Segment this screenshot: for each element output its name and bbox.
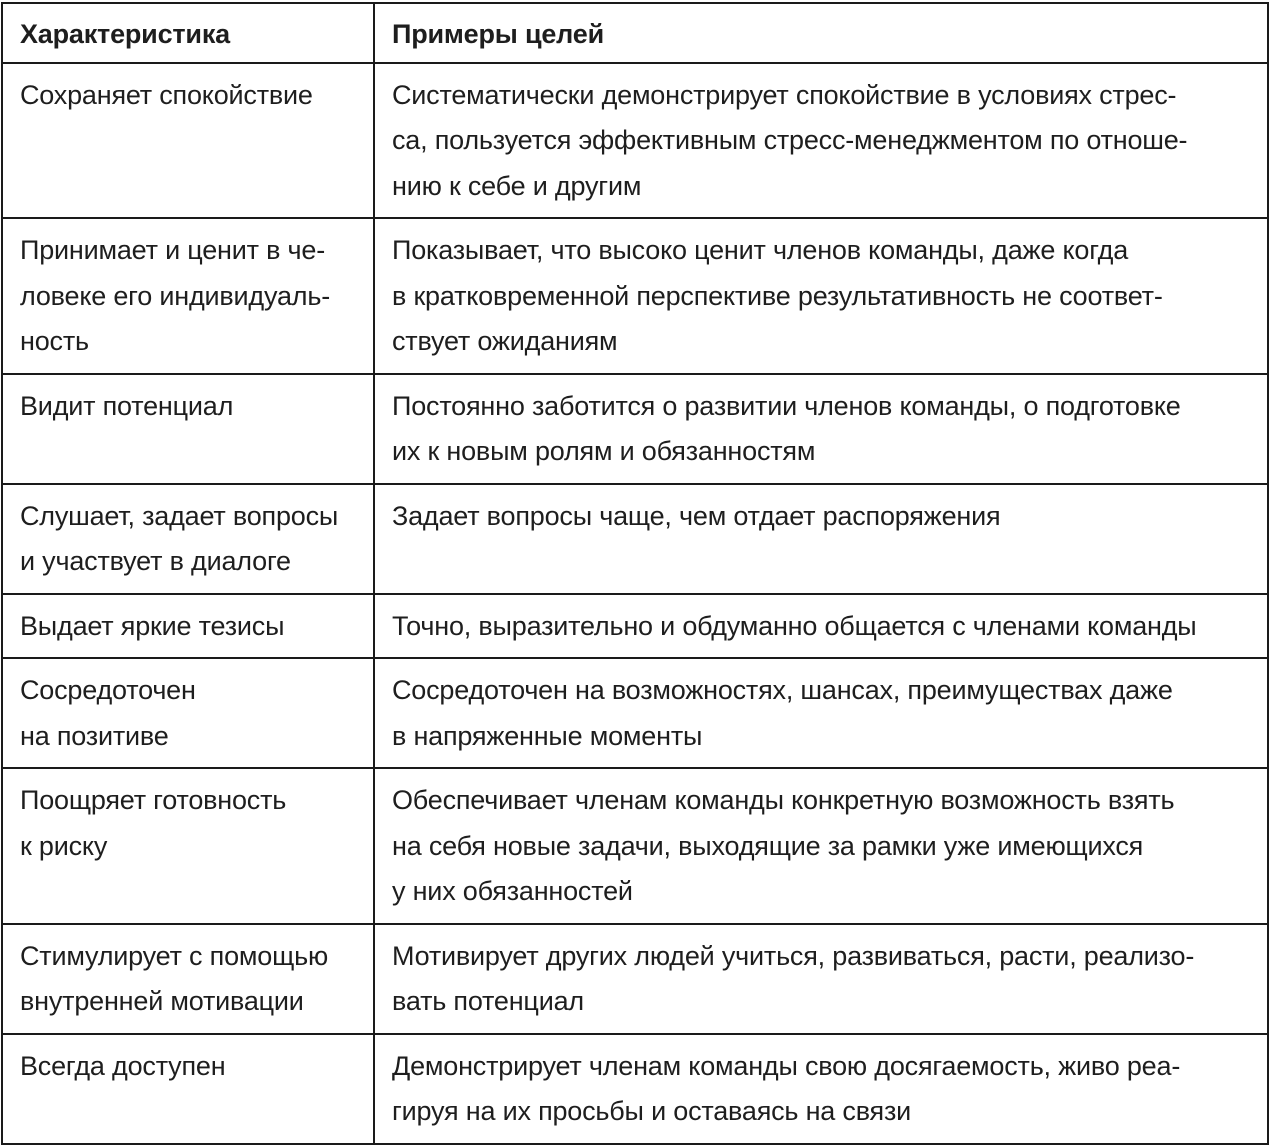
example-cell xyxy=(375,595,1269,658)
header-examples: Примеры целей xyxy=(375,4,1269,62)
cell-line: ность xyxy=(20,326,89,356)
cell-line: на позитиве xyxy=(20,720,169,751)
characteristic-cell xyxy=(3,375,375,483)
cell-line: Поощряет готовность xyxy=(20,785,287,815)
example-cell xyxy=(375,219,1269,373)
goals-table xyxy=(1,2,1269,1145)
characteristic-cell xyxy=(3,485,375,593)
characteristic-cell xyxy=(3,925,375,1033)
cell-line: Демонстрирует членам команды свою досягаемость, живо реа- xyxy=(392,1050,1181,1081)
table-row xyxy=(3,485,1269,595)
table-row xyxy=(3,595,1269,660)
characteristic-cell xyxy=(3,769,375,923)
characteristic-cell xyxy=(3,64,375,218)
cell-line: Показывает, что высоко ценит членов команды, даже когда xyxy=(392,235,1129,265)
header-characteristic: Характеристика xyxy=(3,4,375,62)
table-row xyxy=(3,219,1269,375)
table-row xyxy=(3,925,1269,1035)
cell-line: са, пользуется эффективным стресс-менеджментом по отноше- xyxy=(392,125,1188,155)
cell-line: ловеке его индивидуаль- xyxy=(20,280,330,311)
cell-line: Сосредоточен на возможностях, шансах, преимуществах даже xyxy=(392,675,1173,705)
table-row xyxy=(3,64,1269,220)
cell-line: внутренней мотивации xyxy=(20,986,304,1016)
table-row xyxy=(3,659,1269,769)
cell-line: и участвует в диалоге xyxy=(20,546,291,576)
cell-line: Мотивирует других людей учиться, развиваться, расти, реализо- xyxy=(392,940,1195,971)
example-cell xyxy=(375,925,1269,1033)
characteristic-cell xyxy=(3,595,375,658)
cell-line: к риску xyxy=(20,830,108,861)
example-cell xyxy=(375,1035,1269,1143)
table-header-row xyxy=(3,4,1269,64)
cell-line: Постоянно заботится о развитии членов команды, о подготовке xyxy=(392,390,1181,421)
cell-line: ствует ожиданиям xyxy=(392,326,618,356)
characteristic-cell xyxy=(3,219,375,373)
example-cell xyxy=(375,769,1269,923)
cell-line: Выдает яркие тезисы xyxy=(20,610,285,641)
cell-line: Точно, выразительно и обдуманно общается с членами команды xyxy=(392,610,1197,641)
cell-line: на себя новые задачи, выходящие за рамки уже имеющихся xyxy=(392,830,1144,861)
cell-line: Видит потенциал xyxy=(20,390,234,421)
cell-line: Стимулирует с помощью xyxy=(20,940,329,971)
cell-line: у них обязанностей xyxy=(392,876,633,906)
cell-line: гируя на их просьбы и оставаясь на связи xyxy=(392,1096,912,1126)
characteristic-cell xyxy=(3,659,375,767)
characteristic-cell xyxy=(3,1035,375,1143)
example-cell xyxy=(375,375,1269,483)
cell-line: Всегда доступен xyxy=(20,1050,226,1081)
cell-line: Систематически демонстрирует спокойствие в условиях стрес- xyxy=(392,79,1177,110)
cell-line: вать потенциал xyxy=(392,986,584,1016)
table-row xyxy=(3,375,1269,485)
cell-line: Сосредоточен xyxy=(20,675,196,705)
cell-line: Обеспечивает членам команды конкретную возможность взять xyxy=(392,785,1175,815)
table-row xyxy=(3,769,1269,925)
cell-line: Задает вопросы чаще, чем отдает распоряжения xyxy=(392,500,1001,531)
cell-line: их к новым ролям и обязанностям xyxy=(392,436,816,466)
cell-line: в напряженные моменты xyxy=(392,720,703,751)
example-cell xyxy=(375,485,1269,593)
example-cell xyxy=(375,64,1269,218)
cell-line: в кратковременной перспективе результативность не соответ- xyxy=(392,280,1163,311)
example-cell xyxy=(375,659,1269,767)
cell-line: Сохраняет спокойствие xyxy=(20,79,313,110)
cell-line: нию к себе и другим xyxy=(392,170,642,201)
cell-line: Принимает и ценит в че- xyxy=(20,235,326,265)
cell-line: Слушает, задает вопросы xyxy=(20,500,339,531)
table-row xyxy=(3,1035,1269,1145)
